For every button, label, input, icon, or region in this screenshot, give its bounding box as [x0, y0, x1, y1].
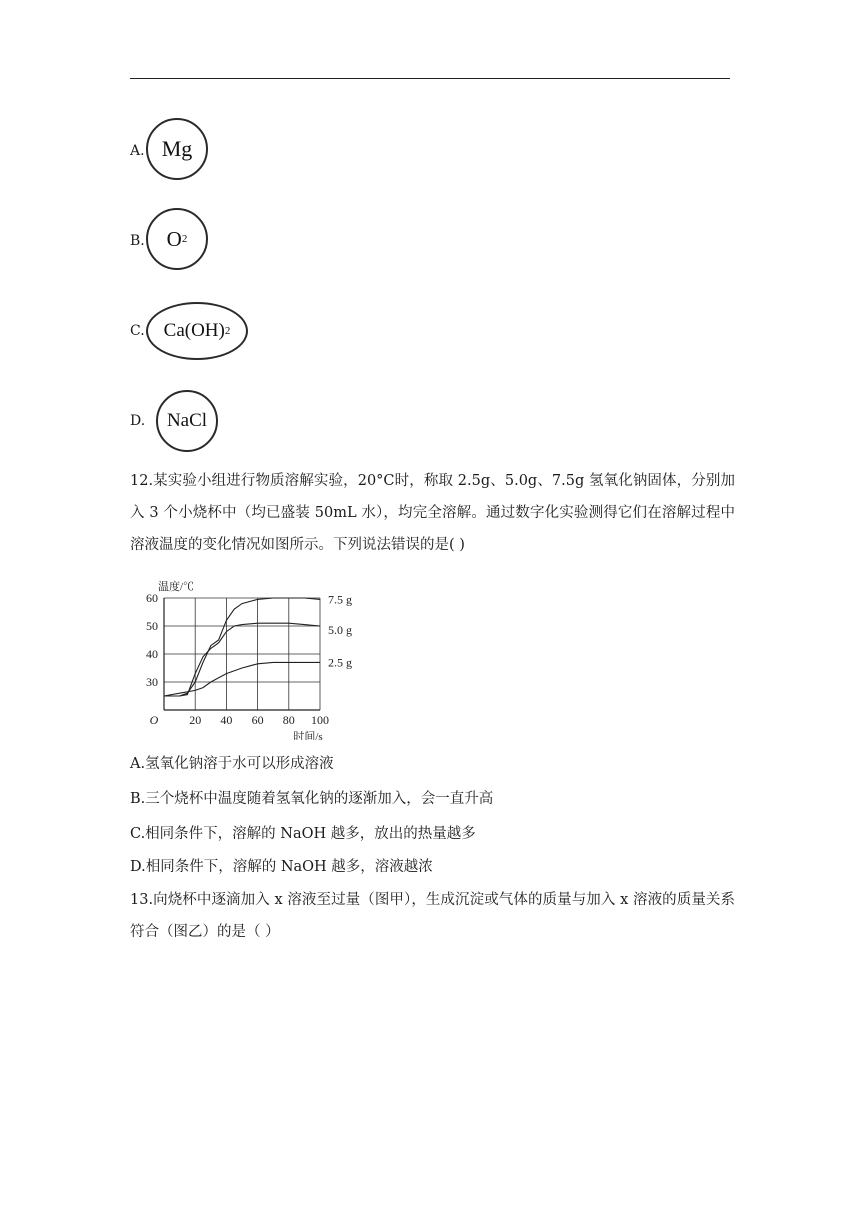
chart-labels [146, 579, 352, 740]
formula-text: NaCl [166, 410, 208, 431]
x-tick-label: 60 [251, 713, 264, 727]
formula-badge-o2 [146, 208, 208, 270]
x-tick-label: 20 [189, 713, 202, 727]
q12-option-d[interactable]: D.相同条件下，溶解的 NaOH 越多，溶液越浓 [130, 859, 433, 875]
y-tick-label: 60 [146, 591, 158, 605]
series-label: 2.5 g [328, 655, 352, 670]
x-axis-label: 时间/s [293, 731, 323, 740]
x-tick-label: 100 [311, 713, 329, 727]
option-letter: D. [130, 413, 146, 429]
series-label: 7.5 g [328, 592, 352, 607]
y-tick-label: 40 [146, 647, 158, 661]
option-letter: B. [130, 233, 145, 249]
series-line [164, 598, 320, 696]
formula-badge-caoh2 [146, 302, 248, 360]
series-line [164, 623, 320, 696]
x-tick-label: 80 [282, 713, 295, 727]
question-12-text: 12.某实验小组进行物质溶解实验，20°C时，称取 2.5g、5.0g、7.5g 氢氧化钠固体，分别加入 3 个小烧杯中（均已盛装 50mL 水），均完全溶解。通过数字化实验测得它们在溶解过程中溶液温度的变化情况如图所示。下列说法错误的是( ) [130, 473, 735, 553]
y-axis-label: 温度/℃ [158, 581, 195, 593]
formula-badge-nacl [156, 390, 218, 452]
y-tick-label: 50 [146, 619, 158, 633]
formula-text: Mg [161, 136, 193, 161]
formula-text: Ca(OH) [163, 320, 225, 341]
origin-label: O [149, 713, 159, 727]
q12-option-a[interactable]: A.氢氧化钠溶于水可以形成溶液 [130, 756, 334, 772]
formula-subscript: 2 [224, 325, 231, 337]
temperature-chart [130, 574, 370, 740]
x-tick-label: 40 [220, 713, 233, 727]
option-letter: A. [130, 143, 145, 159]
series-label: 5.0 g [328, 623, 352, 637]
formula-text: O [166, 226, 182, 251]
formula-subscript: 2 [181, 233, 188, 245]
temperature-chart-svg [130, 574, 370, 740]
question-13-text: 13.向烧杯中逐滴加入 x 溶液至过量（图甲），生成沉淀或气体的质量与加入 x 溶液的质量关系符合（图乙）的是（ ） [130, 892, 735, 940]
q12-option-b[interactable]: B.三个烧杯中温度随着氢氧化钠的逐渐加入，会一直升高 [130, 791, 494, 807]
option-letter: C. [130, 323, 145, 339]
chart-series [164, 598, 320, 696]
q12-option-c[interactable]: C.相同条件下，溶解的 NaOH 越多，放出的热量越多 [130, 826, 476, 842]
y-tick-label: 30 [146, 675, 158, 689]
header-rule [130, 78, 730, 79]
series-line [164, 662, 320, 696]
formula-badge-mg [146, 118, 208, 180]
